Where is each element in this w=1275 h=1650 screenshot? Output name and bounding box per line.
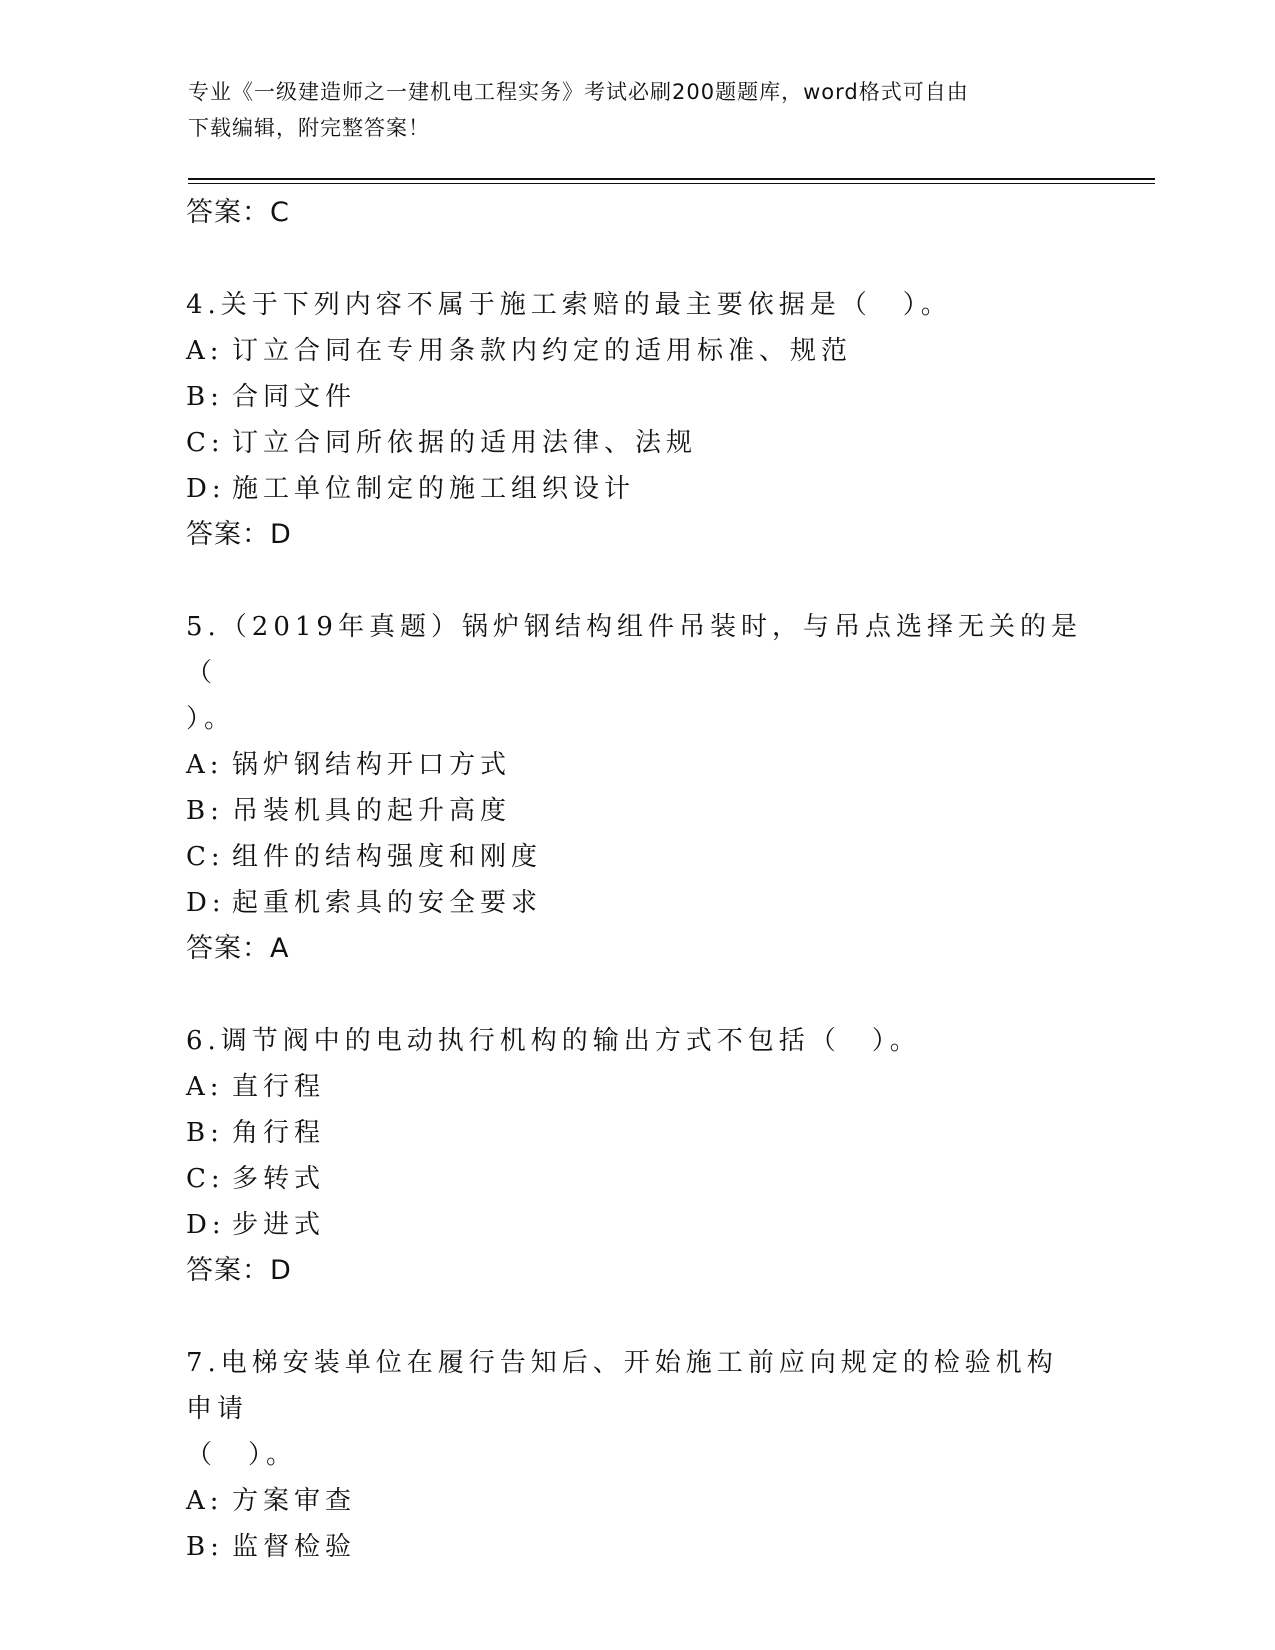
option-key: A: <box>186 750 224 780</box>
answer-line: 答案：A <box>186 933 290 964</box>
header-divider-thick <box>188 178 1155 180</box>
question-list <box>186 190 1086 1570</box>
option-c <box>186 420 1086 466</box>
option-d <box>186 466 1086 512</box>
option-c <box>186 834 1086 880</box>
option-key: D: <box>186 888 226 918</box>
option-key: C: <box>186 1164 225 1194</box>
option-a <box>186 1064 1086 1110</box>
option-c <box>186 1156 1086 1202</box>
answer-line: 答案：D <box>186 519 292 550</box>
option-b <box>186 374 1086 420</box>
question-block <box>186 282 1086 558</box>
page-header <box>188 74 1068 146</box>
option-b <box>186 788 1086 834</box>
option-key: D: <box>186 474 226 504</box>
option-a <box>186 742 1086 788</box>
question-stem: 4.关于下列内容不属于施工索赔的最主要依据是（ ）。 <box>186 290 952 320</box>
option-a <box>186 1478 1086 1524</box>
option-key: C: <box>186 428 225 458</box>
question-block <box>186 1018 1086 1294</box>
option-text: 监督检验 <box>232 1532 357 1562</box>
option-key: B: <box>186 1118 224 1148</box>
question-block <box>186 1340 1086 1570</box>
option-b <box>186 1110 1086 1156</box>
option-d <box>186 1202 1086 1248</box>
option-key: D: <box>186 1210 226 1240</box>
option-text: 吊装机具的起升高度 <box>232 796 512 826</box>
option-text: 锅炉钢结构开口方式 <box>232 750 512 780</box>
option-text: 多转式 <box>232 1164 326 1194</box>
question-block <box>186 604 1086 972</box>
option-text: 订立合同所依据的适用法律、法规 <box>232 428 698 458</box>
option-key: C: <box>186 842 225 872</box>
option-a <box>186 328 1086 374</box>
option-text: 方案审查 <box>232 1486 357 1516</box>
option-b <box>186 1524 1086 1570</box>
option-text: 组件的结构强度和刚度 <box>232 842 543 872</box>
option-key: A: <box>186 336 224 366</box>
option-key: B: <box>186 382 224 412</box>
option-key: B: <box>186 1532 224 1562</box>
option-text: 步进式 <box>232 1210 326 1240</box>
option-text: 合同文件 <box>232 382 357 412</box>
question-stem: 7.电梯安装单位在履行告知后、开始施工前应向规定的检验机构申请 <box>186 1348 1058 1424</box>
option-text: 订立合同在专用条款内约定的适用标准、规范 <box>232 336 853 366</box>
option-text: 直行程 <box>232 1072 326 1102</box>
question-stem: 5.（2019年真题）锅炉钢结构组件吊装时，与吊点选择无关的是（ <box>186 612 1082 688</box>
option-d <box>186 880 1086 926</box>
header-line-1: 专业《一级建造师之一建机电工程实务》考试必刷200题题库，word格式可自由 <box>188 80 969 104</box>
header-line-2: 下载编辑，附完整答案！ <box>188 116 430 140</box>
answer-line: 答案：D <box>186 1255 292 1286</box>
spacer <box>186 558 1086 604</box>
spacer <box>186 1294 1086 1340</box>
option-text: 角行程 <box>232 1118 326 1148</box>
question-stem-continued: ）。 <box>186 704 236 734</box>
answer-line: 答案：C <box>186 197 290 228</box>
spacer <box>186 236 1086 282</box>
spacer <box>186 972 1086 1018</box>
option-key: A: <box>186 1072 224 1102</box>
question-stem-continued: （ ）。 <box>186 1440 298 1470</box>
header-divider-thin <box>188 183 1155 184</box>
option-key: B: <box>186 796 224 826</box>
option-key: A: <box>186 1486 224 1516</box>
question-stem: 6.调节阀中的电动执行机构的输出方式不包括（ ）。 <box>186 1026 921 1056</box>
option-text: 施工单位制定的施工组织设计 <box>232 474 636 504</box>
option-text: 起重机索具的安全要求 <box>232 888 543 918</box>
